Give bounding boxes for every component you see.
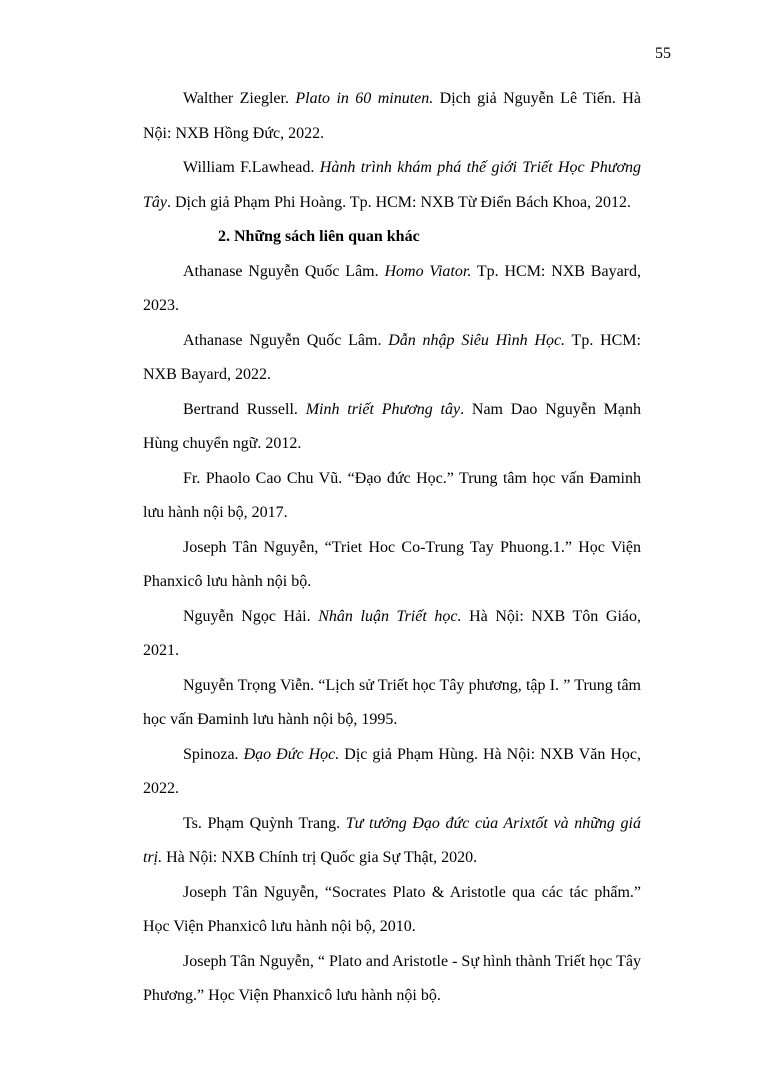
bib-title: Đạo Đức Học. [243,745,340,763]
bib-title: Homo Viator. [384,262,472,280]
section-heading: 2. Những sách liên quan khác [218,228,420,245]
bib-title: Nhân luận Triết học. [318,607,462,625]
bib-entry: Nguyễn Trọng Viễn. “Lịch sử Triết học Tây phương, tập I. ” Trung tâm học vấn Đaminh lưu hành nội bộ, 1995. [143,676,641,728]
bib-entry: Joseph Tân Nguyễn, “Triet Hoc Co-Trung Tay Phuong.1.” Học Viện Phanxicô lưu hành nội bộ. [143,538,641,590]
bib-entry: Bertrand Russell. Minh triết Phương tây. Nam Dao Nguyễn Mạnh Hùng chuyển ngữ. 2012. [143,400,642,452]
bib-entry: Ts. Phạm Quỳnh Trang. Tư tưởng Đạo đức của Arixtốt và những giá trị. Hà Nội: NXB Chính trị Quốc gia Sự Thật, 2020. [143,814,642,866]
bibliography [143,82,641,1014]
bib-title: Hành trình khám phá thế giới Triết Học Phương Tây [143,159,642,211]
bib-title: Minh triết Phương tây [305,400,461,418]
bib-entry: Nguyễn Ngọc Hải. Nhân luận Triết học. Hà Nội: NXB Tôn Giáo, 2021. [143,607,642,659]
bib-title: Tư tưởng Đạo đức của Arixtốt và những giá trị. [143,814,642,866]
bib-entry: Joseph Tân Nguyễn, “Socrates Plato & Aristotle qua các tác phẩm.” Học Viện Phanxicô lưu hành nội bộ, 2010. [143,883,641,935]
bib-title: Plato in 60 minuten. [295,90,434,107]
bib-entry: Fr. Phaolo Cao Chu Vũ. “Đạo đức Học.” Trung tâm học vấn Đaminh lưu hành nội bộ, 2017. [143,469,641,521]
bib-entry: Joseph Tân Nguyễn, “ Plato and Aristotle - Sự hình thành Triết học Tây Phương.” Học Viện Phanxicô lưu hành nội bộ. [143,952,641,1004]
page-number: 55 [655,45,671,62]
bib-title: Dẫn nhập Siêu Hình Học. [388,331,566,349]
bib-entry: Walther Ziegler. Plato in 60 minuten. Dịch giả Nguyễn Lê Tiến. Hà Nội: NXB Hồng Đức, 2022. [143,90,641,142]
bib-entry: Athanase Nguyễn Quốc Lâm. Dẫn nhập Siêu Hình Học. Tp. HCM: NXB Bayard, 2022. [143,331,641,383]
bib-entry: Athanase Nguyễn Quốc Lâm. Homo Viator. Tp. HCM: NXB Bayard, 2023. [143,262,642,314]
bib-entry: Spinoza. Đạo Đức Học. Dịc giả Phạm Hùng. Hà Nội: NXB Văn Học, 2022. [143,745,642,797]
bib-entry: William F.Lawhead. Hành trình khám phá thế giới Triết Học Phương Tây. Dịch giả Phạm Phi Hoàng. Tp. HCM: NXB Từ Điển Bách Khoa, 2012. [143,159,642,211]
